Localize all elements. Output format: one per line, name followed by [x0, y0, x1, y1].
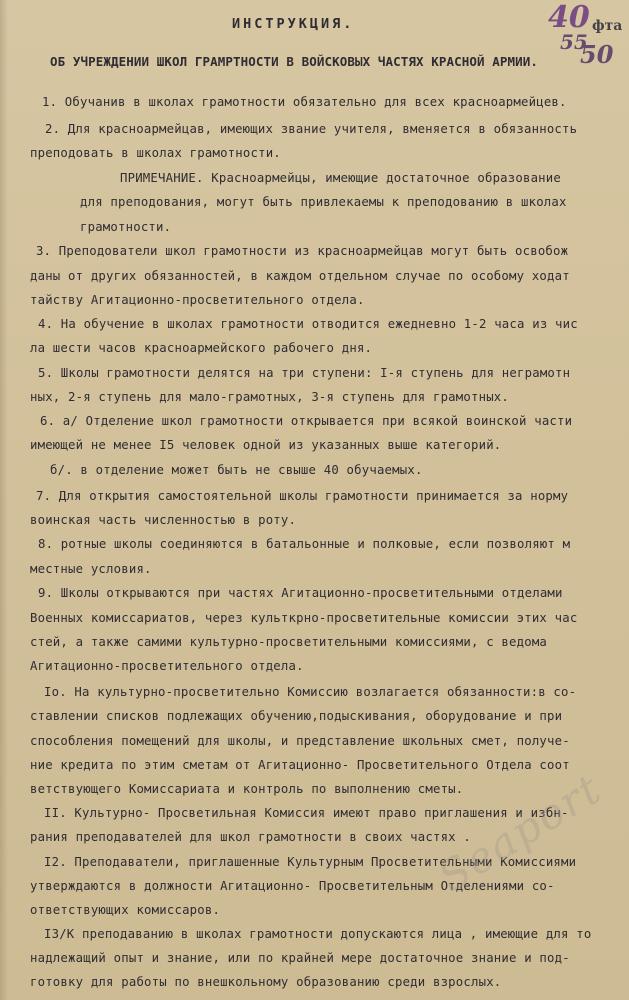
text-line: местные условия. — [30, 562, 152, 576]
text-line: воинская часть численностью в роту. — [30, 513, 297, 527]
text-line: утверждаются в должности Агитационно- Просветительным Отделениями со- — [30, 879, 555, 893]
document-subtitle: ОБ УЧРЕЖДЕНИИ ШКОЛ ГРАМРТНОСТИ В ВОЙСКОВЫХ ЧАСТЯХ КРАСНОЙ АРМИИ. — [50, 54, 539, 69]
text-line: готовку для работы по внешкольному образованию среди взрослых. — [30, 975, 502, 989]
note-line: грамотности. — [80, 220, 172, 234]
text-line: надлежащий опыт и знание, или по крайней мере достаточное знание и под- — [30, 951, 570, 965]
text-line: 4. На обучение в школах грамотности отводится ежедневно 1-2 часа из чис — [38, 317, 578, 331]
handwritten-reference-number: 50 — [580, 40, 614, 69]
text-line: преподовать в школах грамотности. — [30, 146, 281, 160]
text-line: 8. ротные школы соединяются в батальонные и полковые, если позволяют м — [38, 537, 571, 551]
text-line: Io. На культурно-просветительно Комиссию возлагается обязанности:в со- — [44, 685, 577, 699]
text-line: ответствующих комиссаров. — [30, 903, 221, 917]
text-line: I2. Преподаватели, приглашенные Культурным Просветительными Комиссиями — [44, 855, 577, 869]
text-line: б/. в отделение может быть не свыше 40 обучаемых. — [50, 463, 423, 477]
text-line: 7. Для открытия самостоятельной школы грамотности принимается за норму — [36, 489, 569, 503]
archive-mark: фта — [592, 18, 623, 34]
note-line: ПРИМЕЧАНИЕ. Красноармейцы, имеющие достаточное образование — [120, 171, 561, 185]
page-fold-shadow — [0, 0, 8, 1000]
text-line: ла шести часов красноармейского рабочего дня. — [30, 341, 373, 355]
note-line: для преподования, могут быть привлекаемы к преподованию в школах — [80, 195, 567, 209]
text-line: даны от других обязанностей, в каждом отдельном случае по особому ходат — [30, 269, 570, 283]
text-line: ставлении списков подлежащих обучению,подыскивания, оборудование и при — [30, 709, 563, 723]
handwritten-sheet-number: 55 — [560, 30, 588, 54]
text-line: 5. Школы грамотности делятся на три ступени: I-я ступень для неграмотн — [38, 366, 571, 380]
document-title: ИНСТРУКЦИЯ. — [232, 16, 355, 32]
text-line: I3/К преподаванию в школах грамотности допускаются лица , имеющие для то — [44, 927, 592, 941]
text-line: ние кредита по этим сметам от Агитационно- Просветительного Отдела соот — [30, 758, 570, 772]
watermark: Seaport — [430, 763, 611, 902]
text-line: 1. Обучанив в школах грамотности обязательно для всех красноармейцев. — [42, 95, 567, 109]
text-line: ных, 2-я ступень для мало-грамотных, 3-я ступень для грамотных. — [30, 390, 510, 404]
text-line: стей, а также самими культурно-просветительными комиссиями, с ведома — [30, 635, 548, 649]
text-line: 6. а/ Отделение школ грамотности открывается при всякой воинской части — [40, 414, 573, 428]
text-line: 2. Для красноармейцав, имеющих звание учителя, вменяется в обязанность — [45, 122, 578, 136]
text-line: ветствующего Комиссариата и контроль по выполнению сметы. — [30, 782, 464, 796]
text-line: II. Культурно- Просветильная Комиссия имеют право приглашения и избн- — [44, 806, 569, 820]
text-line: имеющей не менее I5 человек одной из указанных выше категорий. — [30, 438, 502, 452]
handwritten-page-number: 40 — [548, 0, 590, 35]
text-line: Агитационно-просветительного отдела. — [30, 659, 304, 673]
text-line: рания преподавателей для школ грамотности в своих частях . — [30, 830, 471, 844]
text-line: 3. Преподователи школ грамотности из красноармейцав могут быть освобож — [36, 244, 569, 258]
text-line: Военных комиссариатов, через культкрно-просветительные комиссии этих час — [30, 611, 578, 625]
text-line: тайству Агитационно-просветительного отдела. — [30, 293, 365, 307]
text-line: способления помещений для школы, и представление школьных смет, получе- — [30, 734, 570, 748]
text-line: 9. Школы открываются при частях Агитационно-просветительными отделами — [38, 586, 563, 600]
